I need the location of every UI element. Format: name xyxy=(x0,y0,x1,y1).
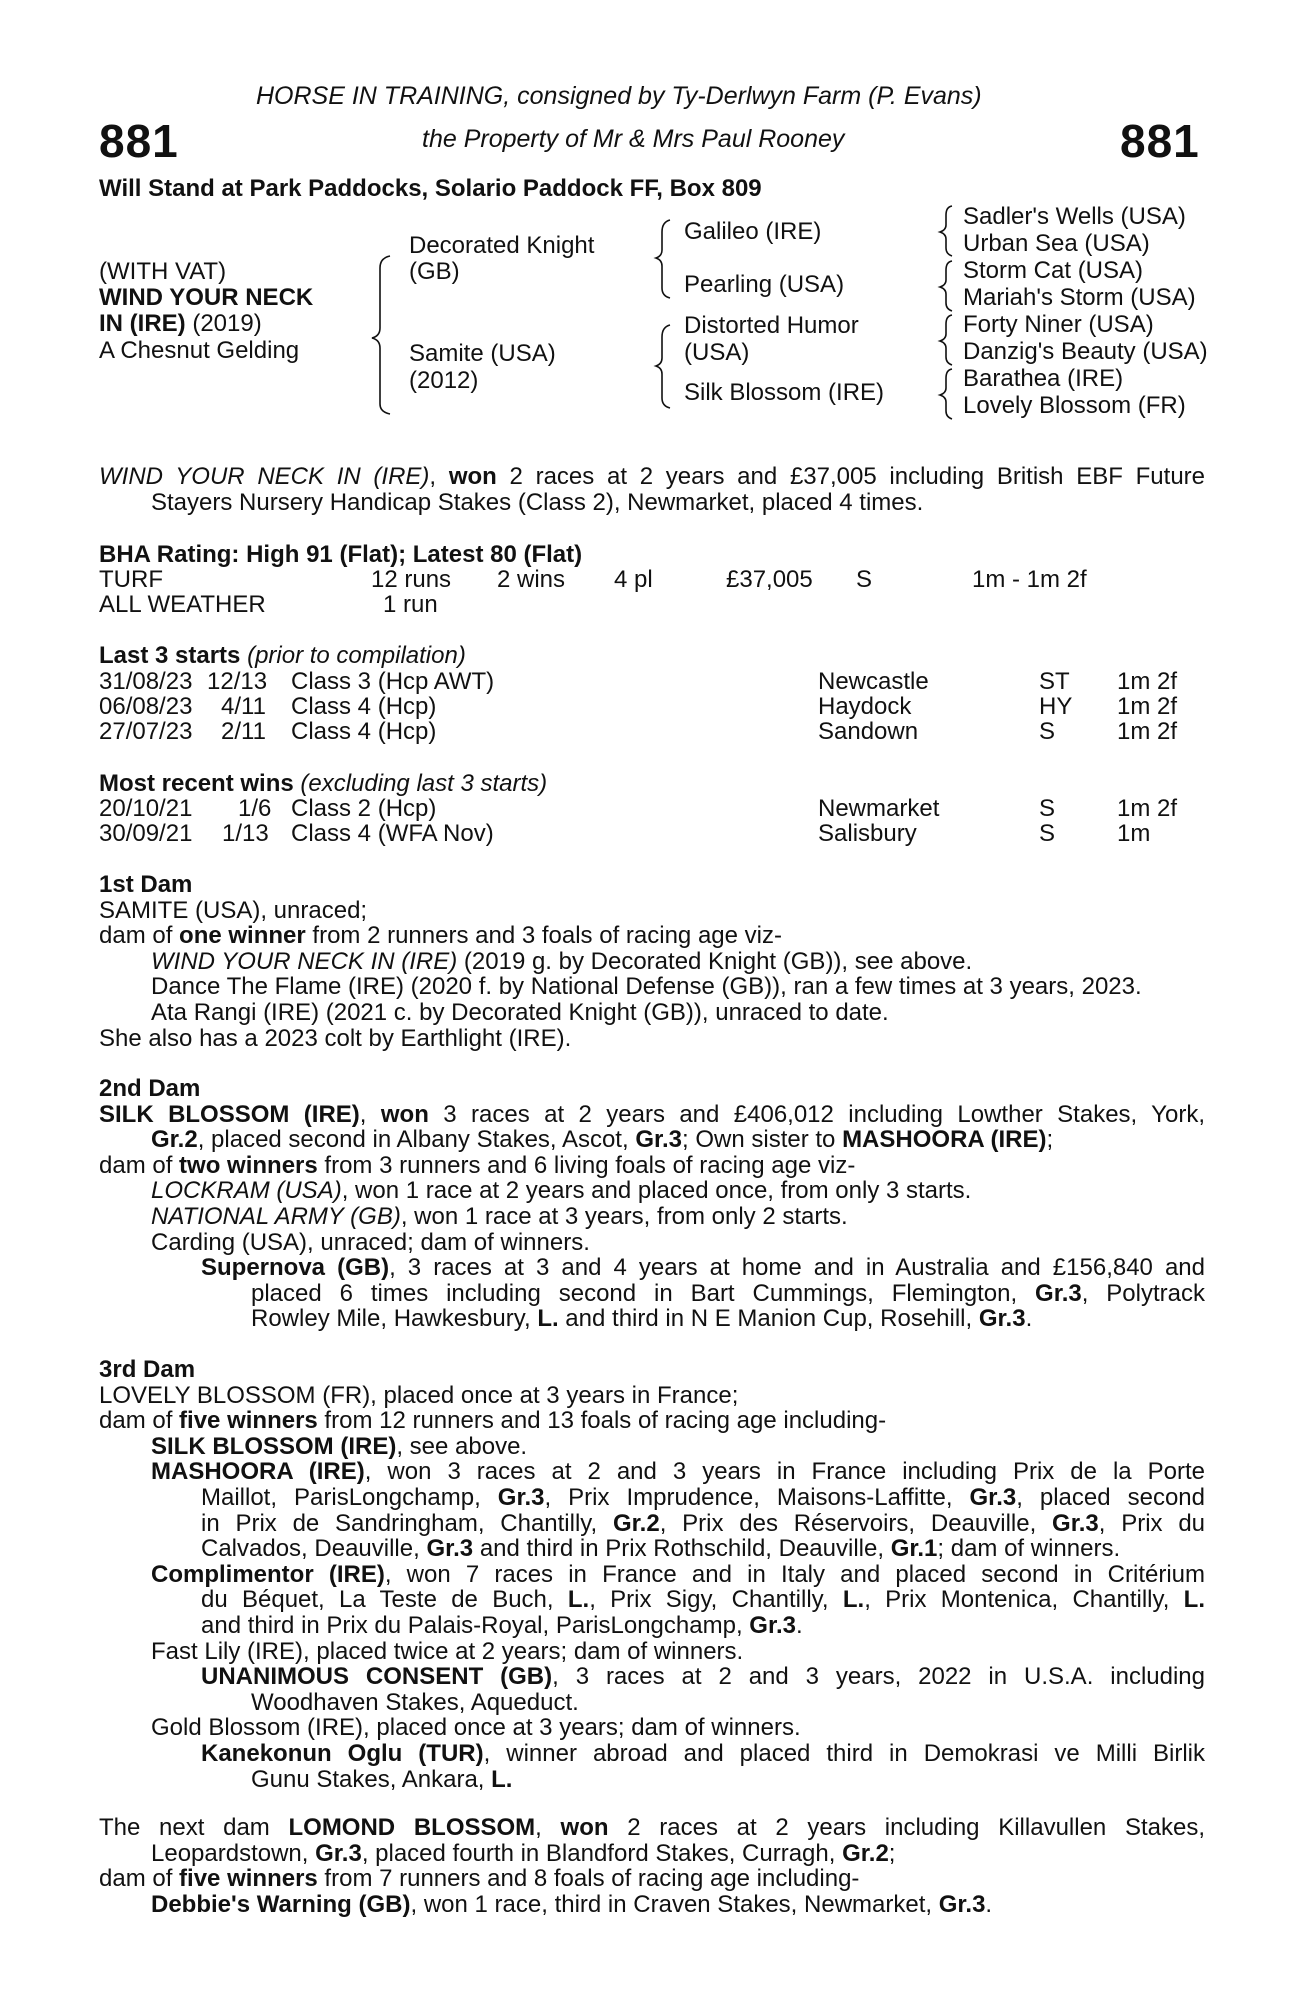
last3-row1-date: 31/08/23 xyxy=(99,668,193,695)
rating-row-turf-placed: 4 pl xyxy=(614,566,653,593)
third-dam-line4: MASHOORA (IRE), won 3 races at 2 and 3 years in France including Prix de la Porte xyxy=(151,1458,1205,1486)
last3-row3-date: 27/07/23 xyxy=(99,718,193,745)
recent-row1-dist: 1m 2f xyxy=(1117,795,1178,822)
third-dam-line9: du Béquet, La Teste de Buch, L., Prix Sigy, Chantilly, L., Prix Montenica, Chantilly, L. xyxy=(201,1586,1205,1614)
last3-row1-pos: 12/13 xyxy=(207,668,268,695)
recent-wins-heading: Most recent wins (excluding last 3 starts) xyxy=(99,770,548,797)
last3-row1-going: ST xyxy=(1039,668,1070,695)
dam-name-line2: (2012) xyxy=(409,367,479,394)
second-dam-line7: Supernova (GB), 3 races at 3 and 4 years at home and in Australia and £156,840 and xyxy=(201,1254,1205,1282)
third-dam-line8: Complimentor (IRE), won 7 races in France and in Italy and placed second in Critérium xyxy=(151,1560,1205,1588)
lot-number-left: 881 xyxy=(99,115,179,167)
rating-row-aw-runs: 1 run xyxy=(383,591,438,618)
last3-row3-race: Class 4 (Hcp) xyxy=(291,718,437,745)
recent-row1-pos: 1/6 xyxy=(238,795,272,822)
first-dam-line4: Dance The Flame (IRE) (2020 f. by National Defense (GB)), ran a few times at 3 years, 2023. xyxy=(151,973,1142,1001)
grandparent-1: Sadler's Wells (USA) xyxy=(963,203,1186,230)
dam-dam: Silk Blossom (IRE) xyxy=(684,379,885,406)
sire-dam: Pearling (USA) xyxy=(684,271,845,298)
first-dam-line5: Ata Rangi (IRE) (2021 c. by Decorated Knight (GB)), unraced to date. xyxy=(151,998,889,1026)
sire-name-line2: (GB) xyxy=(409,258,460,285)
third-dam-section xyxy=(99,1357,1205,1792)
last3-row2-race: Class 4 (Hcp) xyxy=(291,693,437,720)
horse-name-part2: IN (IRE) xyxy=(99,310,186,337)
recent-row2-date: 30/09/21 xyxy=(99,820,193,847)
third-dam-line10: and third in Prix du Palais-Royal, ParisLongchamp, Gr.3. xyxy=(201,1611,803,1639)
second-dam-line5: NATIONAL ARMY (GB), won 1 race at 3 years, from only 2 starts. xyxy=(151,1202,848,1230)
second-dam-line2: Gr.2, placed second in Albany Stakes, Ascot, Gr.3; Own sister to MASHOORA (IRE); xyxy=(151,1126,1054,1154)
next-dam-line3: dam of five winners from 7 runners and 8 foals of racing age including- xyxy=(99,1865,860,1893)
recent-row1-race: Class 2 (Hcp) xyxy=(291,795,437,822)
second-dam-line1: SILK BLOSSOM (IRE), won 3 races at 2 years and £406,012 including Lowther Stakes, York, xyxy=(99,1100,1205,1128)
grandparent-3: Storm Cat (USA) xyxy=(963,257,1144,284)
second-dam-line9: Rowley Mile, Hawkesbury, L. and third in N E Manion Cup, Rosehill, Gr.3. xyxy=(251,1305,1033,1333)
rating-row-turf-distance: 1m - 1m 2f xyxy=(972,566,1087,593)
horse-name-line1: WIND YOUR NECK xyxy=(99,284,314,311)
third-dam-line7: Calvados, Deauville, Gr.3 and third in Prix Rothschild, Deauville, Gr.1; dam of winners. xyxy=(201,1535,1121,1563)
dam-sire-line2: (USA) xyxy=(684,339,750,366)
recent-row2-pos: 1/13 xyxy=(222,820,269,847)
second-dam-line4: LOCKRAM (USA), won 1 race at 2 years and placed once, from only 3 starts. xyxy=(151,1177,972,1205)
last3-row1-dist: 1m 2f xyxy=(1117,668,1178,695)
last3-row2-pos: 4/11 xyxy=(221,693,266,720)
sire-name-line1: Decorated Knight xyxy=(409,232,595,259)
rating-row-turf-surface: TURF xyxy=(99,566,163,593)
third-dam-line2: dam of five winners from 12 runners and 13 foals of racing age including- xyxy=(99,1407,887,1435)
rating-row-aw-surface: ALL WEATHER xyxy=(99,591,266,618)
first-dam-line3: WIND YOUR NECK IN (IRE) (2019 g. by Decorated Knight (GB)), see above. xyxy=(151,947,973,975)
rating-row-turf-wins: 2 wins xyxy=(497,566,566,593)
third-dam-line3: SILK BLOSSOM (IRE), see above. xyxy=(151,1432,528,1460)
summary-won: won xyxy=(448,463,497,490)
next-dam-line4: Debbie's Warning (GB), won 1 race, third in Craven Stakes, Newmarket, Gr.3. xyxy=(151,1890,993,1918)
stand-line: Will Stand at Park Paddocks, Solario Paddock FF, Box 809 xyxy=(99,175,762,202)
dam-name-line1: Samite (USA) xyxy=(409,340,556,367)
third-dam-line13: Woodhaven Stakes, Aqueduct. xyxy=(251,1688,579,1716)
second-dam-line3: dam of two winners from 3 runners and 6 living foals of racing age viz- xyxy=(99,1151,856,1179)
last3-row3-going: S xyxy=(1039,718,1056,745)
recent-row2-dist: 1m xyxy=(1117,820,1151,847)
last3-row1-race: Class 3 (Hcp AWT) xyxy=(291,668,495,695)
recent-row1-course: Newmarket xyxy=(818,795,940,822)
first-dam-line6: She also has a 2023 colt by Earthlight (IRE). xyxy=(99,1024,572,1052)
recent-row2-going: S xyxy=(1039,820,1056,847)
horse-year: (2019) xyxy=(185,310,262,337)
last3-row1-course: Newcastle xyxy=(818,668,929,695)
recent-row2-course: Salisbury xyxy=(818,820,917,847)
third-dam-line1: LOVELY BLOSSOM (FR), placed once at 3 years in France; xyxy=(99,1381,739,1409)
grandparent-5: Forty Niner (USA) xyxy=(963,311,1154,338)
last3-row2-date: 06/08/23 xyxy=(99,693,193,720)
second-dam-section xyxy=(99,1076,1205,1332)
last3-heading: Last 3 starts (prior to compilation) xyxy=(99,642,466,669)
second-dam-line6: Carding (USA), unraced; dam of winners. xyxy=(151,1228,590,1256)
first-dam-section xyxy=(99,872,1205,1051)
third-dam-line5: Maillot, ParisLongchamp, Gr.3, Prix Imprudence, Maisons-Laffitte, Gr.3, placed second xyxy=(201,1483,1205,1511)
rating-row-turf-runs: 12 runs xyxy=(371,566,452,593)
last3-row2-course: Haydock xyxy=(818,693,912,720)
rating-row-turf-going: S xyxy=(856,566,873,593)
recent-row1-date: 20/10/21 xyxy=(99,795,193,822)
third-dam-line11: Fast Lily (IRE), placed twice at 2 years; dam of winners. xyxy=(151,1637,744,1665)
lot-number-right: 881 xyxy=(1120,115,1200,167)
rating-row-turf-prize: £37,005 xyxy=(726,566,813,593)
summary-horse-name: WIND YOUR NECK IN (IRE) xyxy=(99,463,430,490)
third-dam-line15: Kanekonun Oglu (TUR), winner abroad and placed third in Demokrasi ve Milli Birlik xyxy=(201,1739,1205,1767)
vat-note: (WITH VAT) xyxy=(99,258,227,285)
summary-line1: WIND YOUR NECK IN (IRE), won 2 races at 2 years and £37,005 including British EBF Future xyxy=(99,463,1206,490)
recent-row1-going: S xyxy=(1039,795,1056,822)
property-line: the Property of Mr & Mrs Paul Rooney xyxy=(422,125,845,153)
first-dam-line1: SAMITE (USA), unraced; xyxy=(99,896,368,924)
dam-sire-line1: Distorted Humor xyxy=(684,312,859,339)
third-dam-line16: Gunu Stakes, Ankara, L. xyxy=(251,1765,513,1793)
bha-rating-heading: BHA Rating: High 91 (Flat); Latest 80 (Flat) xyxy=(99,541,583,568)
grandparent-7: Barathea (IRE) xyxy=(963,365,1124,392)
grandparent-4: Mariah's Storm (USA) xyxy=(963,284,1196,311)
last3-row3-pos: 2/11 xyxy=(221,718,266,745)
third-dam-line12: UNANIMOUS CONSENT (GB), 3 races at 2 and 3 years, 2022 in U.S.A. including xyxy=(201,1663,1205,1691)
race-summary xyxy=(99,464,1205,515)
summary-line2: Stayers Nursery Handicap Stakes (Class 2), Newmarket, placed 4 times. xyxy=(151,488,924,516)
last3-row2-dist: 1m 2f xyxy=(1117,693,1178,720)
grandparent-8: Lovely Blossom (FR) xyxy=(963,392,1186,419)
grandparent-2: Urban Sea (USA) xyxy=(963,230,1150,257)
last3-row2-going: HY xyxy=(1039,693,1073,720)
grandparent-6: Danzig's Beauty (USA) xyxy=(963,338,1208,365)
consignment-line: HORSE IN TRAINING, consigned by Ty-Derlwyn Farm (P. Evans) xyxy=(256,82,982,110)
second-dam-heading: 2nd Dam xyxy=(99,1075,201,1102)
next-dam-section xyxy=(99,1815,1205,1917)
last3-row3-course: Sandown xyxy=(818,718,919,745)
recent-row2-race: Class 4 (WFA Nov) xyxy=(291,820,494,847)
second-dam-line8: placed 6 times including second in Bart Cummings, Flemington, Gr.3, Polytrack xyxy=(251,1279,1205,1307)
third-dam-line6: in Prix de Sandringham, Chantilly, Gr.2, Prix des Réservoirs, Deauville, Gr.3, Prix du xyxy=(201,1509,1206,1537)
next-dam-line2: Leopardstown, Gr.3, placed fourth in Blandford Stakes, Curragh, Gr.2; xyxy=(151,1839,896,1867)
last3-row3-dist: 1m 2f xyxy=(1117,718,1178,745)
first-dam-heading: 1st Dam xyxy=(99,871,193,898)
third-dam-heading: 3rd Dam xyxy=(99,1356,196,1383)
horse-description: A Chesnut Gelding xyxy=(99,337,300,364)
next-dam-line1: The next dam LOMOND BLOSSOM, won 2 races at 2 years including Killavullen Stakes, xyxy=(99,1814,1206,1841)
first-dam-line2: dam of one winner from 2 runners and 3 foals of racing age viz- xyxy=(99,922,782,950)
third-dam-line14: Gold Blossom (IRE), placed once at 3 years; dam of winners. xyxy=(151,1714,801,1742)
sire-sire: Galileo (IRE) xyxy=(684,218,822,245)
